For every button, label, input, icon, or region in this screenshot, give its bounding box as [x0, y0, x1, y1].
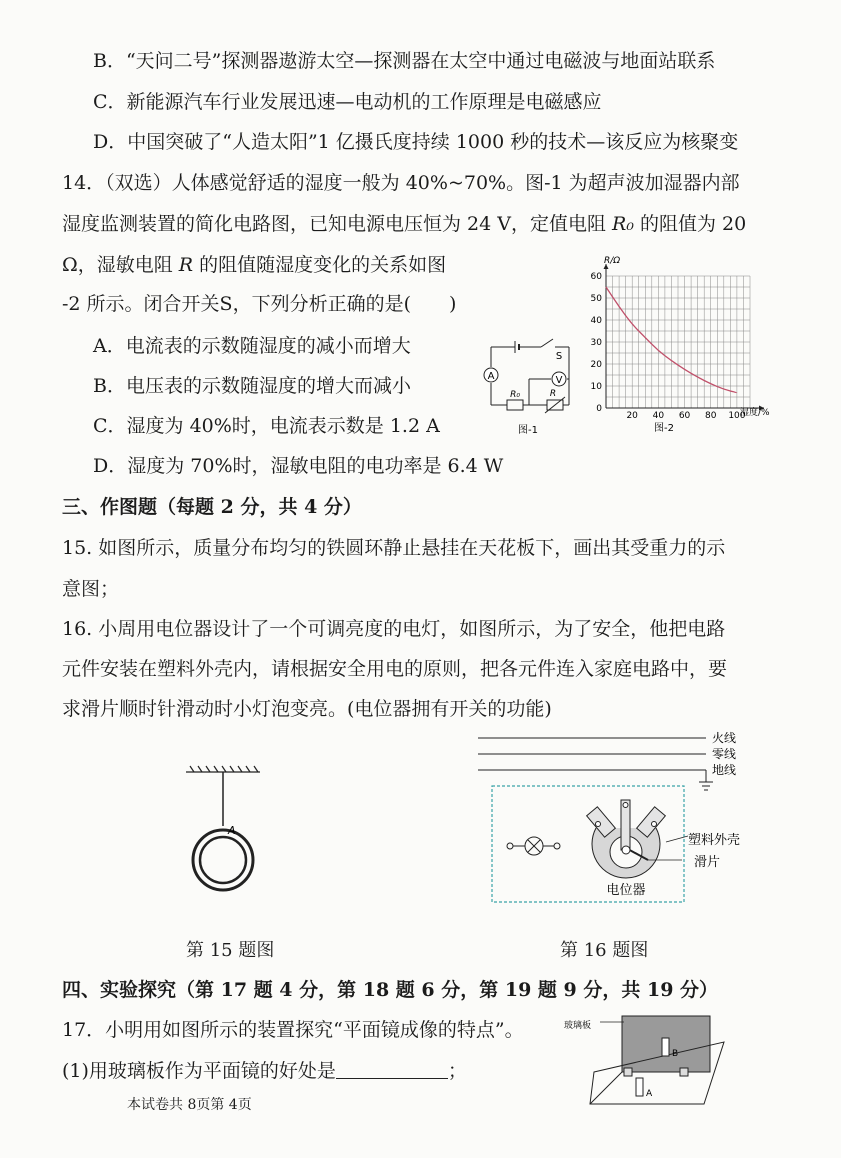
page-footer: 本试卷共 8页第 4页: [127, 1097, 252, 1113]
r0-label: R₀: [510, 390, 520, 400]
chart-grid: [606, 276, 750, 408]
ammeter-label: A: [487, 371, 495, 382]
switch-label: S: [555, 351, 563, 362]
point-a-label: A: [228, 824, 236, 837]
q14-text: Ω，湿敏电阻: [62, 254, 179, 276]
figure-2-caption: 图-2: [654, 423, 674, 434]
y-tick-label: 60: [590, 272, 602, 282]
q17-line-2: [62, 1058, 467, 1084]
q14-line-4: -2 所示。闭合开关S，下列分析正确的是( ): [62, 293, 457, 315]
q14-option-c: C．湿度为 40%时，电流表示数是 1.2 A: [93, 415, 440, 437]
q14-text: 的阻值为 20: [633, 213, 747, 235]
q16-line-3: 求滑片顺时针滑动时小灯泡变亮。(电位器拥有开关的功能): [62, 698, 552, 720]
slider-label: 滑片: [694, 855, 721, 870]
r0-symbol: R₀: [612, 213, 634, 235]
candle-a-icon: [636, 1078, 643, 1096]
chart-axes: [604, 264, 765, 411]
candle-b-icon: [662, 1038, 669, 1056]
q13-option-b: B．“天问二号”探测器遨游太空—探测器在太空中通过电磁波与地面站联系: [93, 50, 716, 72]
glass-plate-label: 玻璃板: [564, 1021, 592, 1031]
q13-option-c: C．新能源汽车行业发展迅速—电动机的工作原理是电磁感应: [93, 91, 602, 113]
q17-prompt: (1)用玻璃板作为平面镜的好处是: [62, 1060, 336, 1082]
ground-wire-label: 地线: [712, 763, 737, 777]
figure-15-ring: [180, 764, 276, 896]
q15-line-2: 意图；: [62, 578, 120, 600]
neutral-wire-label: 零线: [712, 747, 737, 761]
q14-option-d: D．湿度为 70%时，湿敏电阻的电功率是 6.4 W: [93, 455, 504, 477]
x-tick-label: 40: [652, 411, 665, 421]
q13-option-d: D．中国突破了“人造太阳”1 亿摄氏度持续 1000 秒的技术—该反应为核聚变: [93, 131, 739, 153]
q14-line-3: [62, 252, 446, 278]
candle-a-label: A: [646, 1089, 653, 1099]
section-4-heading: 四、实验探究（第 17 题 4 分，第 18 题 6 分，第 19 题 9 分，共 19 分）: [62, 979, 719, 1001]
figure-16-caption: 第 16 题图: [560, 940, 649, 961]
y-tick-label: 30: [590, 338, 602, 348]
x-tick-label: 80: [705, 411, 717, 421]
y-tick-label: 0: [596, 404, 602, 414]
q15-line-1: 15. 如图所示，质量分布均匀的铁圆环静止悬挂在天花板下，画出其受重力的示: [62, 537, 726, 559]
iron-ring: [193, 830, 253, 890]
section-3-heading: 三、作图题（每题 2 分，共 4 分）: [62, 496, 362, 518]
q14-line-1: 14．（双选）人体感觉舒适的湿度一般为 40%~70%。图-1 为超声波加湿器内部: [62, 172, 740, 194]
live-wire-label: 火线: [712, 731, 737, 745]
humidity-resistance-chart: [578, 250, 790, 436]
circuit-figure-1: [483, 333, 583, 437]
q16-line-1: 16. 小周用电位器设计了一个可调亮度的电灯，如图所示，为了安全，他把电路: [62, 618, 726, 640]
figure-15-caption: 第 15 题图: [186, 940, 275, 961]
r-symbol: R: [178, 254, 194, 276]
q17-line-1: 17．小明用如图所示的装置探究“平面镜成像的特点”。: [62, 1019, 524, 1041]
chart-ticks: [591, 272, 746, 421]
answer-blank: [336, 1060, 448, 1079]
x-tick-label: 20: [626, 411, 638, 421]
potentiometer-icon: [587, 800, 688, 878]
chart-y-axis-label: R/Ω: [604, 256, 621, 266]
voltmeter-label: V: [555, 375, 563, 386]
plastic-shell-label: 塑料外壳: [688, 833, 741, 848]
figure-1-caption: 图-1: [518, 425, 538, 436]
q14-line-2: [62, 211, 746, 237]
lamp-icon: [507, 837, 560, 855]
x-tick-label: 100: [728, 411, 746, 421]
candle-b-label: B: [672, 1049, 679, 1059]
q17-semicolon: ；: [447, 1060, 467, 1082]
q14-option-b: B．电压表的示数随湿度的增大而减小: [93, 375, 411, 397]
figure-17-mirror-setup: [562, 1008, 728, 1112]
y-tick-label: 50: [590, 294, 602, 304]
q14-option-a: A．电流表的示数随湿度的减小而增大: [93, 335, 411, 357]
x-tick-label: 60: [678, 411, 691, 421]
y-tick-label: 40: [590, 316, 602, 326]
r-label: R: [549, 389, 557, 399]
q14-text: 的阻值随湿度变化的关系如图: [193, 254, 447, 276]
y-tick-label: 10: [590, 382, 602, 392]
q16-line-2: 元件安装在塑料外壳内，请根据安全用电的原则，把各元件连入家庭电路中，要: [62, 658, 728, 680]
figure-16-circuit: [470, 724, 770, 910]
potentiometer-label: 电位器: [606, 883, 646, 898]
q14-text: 湿度监测装置的简化电路图，已知电源电压恒为 24 V，定值电阻: [62, 213, 613, 235]
y-tick-label: 20: [590, 360, 602, 370]
chart-x-axis-label: 湿度/%: [740, 408, 770, 418]
